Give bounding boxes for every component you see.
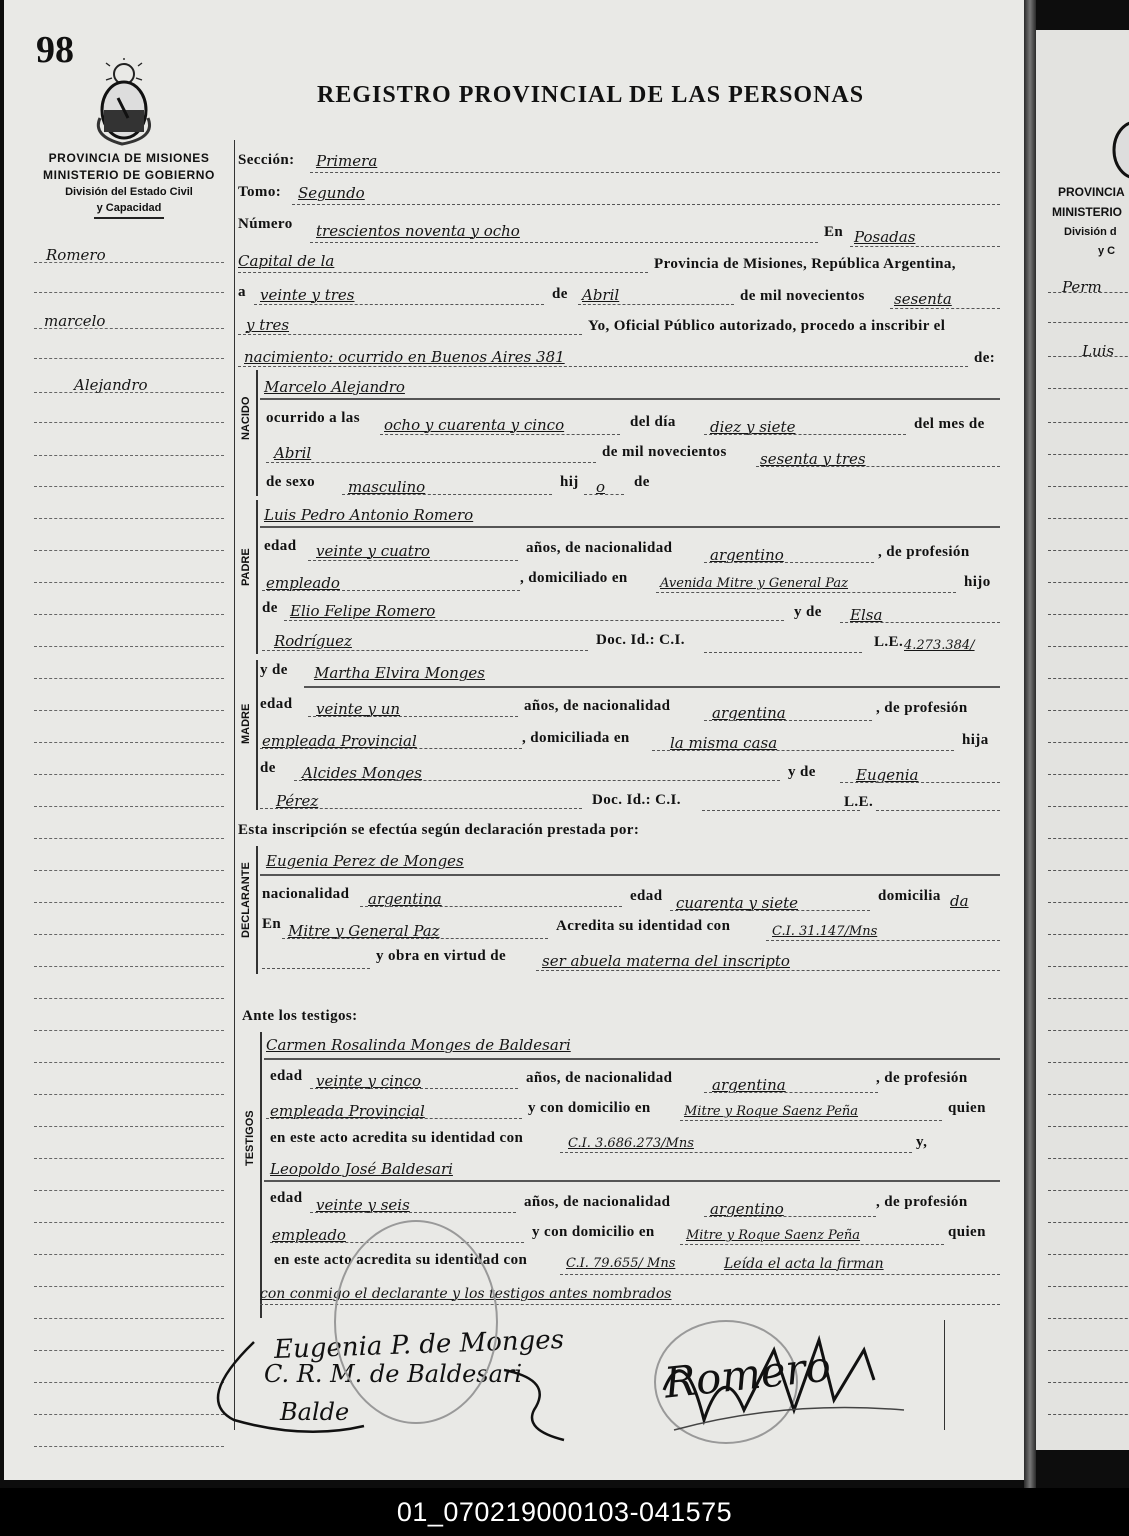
testigo-2-domicilio: Mitre y Roque Saenz Peña [686, 1228, 861, 1243]
padre-nacionalidad-label: años, de nacionalidad [526, 540, 673, 556]
side-label-madre: MADRE [240, 703, 252, 744]
del-dia-label: del día [630, 414, 676, 430]
madre-profesion: empleada Provincial [262, 732, 417, 750]
declarante-en-label: En [262, 916, 282, 932]
declarante-virtud: ser abuela materna del inscripto [542, 952, 790, 970]
hij-suffix: o [596, 478, 606, 496]
cierre-linea-2: con conmigo el declarante y los testigos antes nombrados [260, 1286, 672, 1302]
capital-value: Capital de la [238, 252, 335, 270]
right-agency-line-4: y C [1098, 245, 1116, 257]
seccion-label: Sección: [238, 152, 295, 168]
testigo-2-profesion: empleado [272, 1226, 346, 1244]
de-colon-label: de: [974, 350, 996, 366]
yo-label: Yo, Oficial Público autorizado, procedo a inscribir el [588, 318, 946, 334]
provincia-label: Provincia de Misiones, República Argentina, [654, 256, 956, 272]
agency-province: PROVINCIA DE MISIONES [48, 151, 210, 165]
declarante-identidad: C.I. 31.147/Mns [772, 924, 878, 939]
dia-letras-value: veinte y tres [260, 286, 355, 304]
declaracion-label: Esta inscripción se efectúa según declaración prestada por: [238, 822, 640, 838]
padre-y-de-label: y de [794, 604, 822, 620]
madre-y-de-label: y de [260, 662, 288, 678]
nacido-hora: ocho y cuarenta y cinco [384, 416, 565, 434]
padre-madre-1: Elsa [850, 606, 883, 624]
hij-label: hij [560, 474, 579, 490]
madre-madre-1: Eugenia [856, 766, 919, 784]
nacido-anio: sesenta y tres [760, 450, 866, 468]
tomo-value: Segundo [298, 184, 365, 202]
nacido-dia: diez y siete [710, 418, 796, 436]
side-label-testigos: TESTIGOS [244, 1110, 256, 1166]
sexo-label: de sexo [266, 474, 316, 490]
obra-label: y obra en virtud de [376, 948, 507, 964]
seccion-value: Primera [316, 152, 378, 170]
declarante-domicilio: Mitre y General Paz [288, 922, 440, 940]
right-coat-of-arms-icon [1106, 110, 1129, 180]
testigo-1-acredita-label: en este acto acredita su identidad con [270, 1130, 524, 1146]
page-number: 98 [36, 29, 74, 71]
signature-testigo-2: Balde [280, 1398, 350, 1426]
testigo-y-comma-label: y, [916, 1134, 928, 1150]
declarante-nacionalidad-label: nacionalidad [262, 886, 350, 902]
margin-first-name: marcelo [44, 312, 106, 330]
domicilia-suffix: da [950, 892, 969, 910]
testigo-1-nacionalidad-label: años, de nacionalidad [526, 1070, 673, 1086]
testigo-2-edad: veinte y seis [316, 1196, 410, 1214]
hij-de-label: de [634, 474, 650, 490]
signature-official: Romero [661, 1341, 834, 1408]
madre-hija-label: hija [962, 732, 989, 748]
declarante-nombre: Eugenia Perez de Monges [266, 852, 464, 870]
agency-capacity: y Capacidad [96, 202, 162, 214]
padre-edad-label: edad [264, 538, 297, 554]
declarante-edad-label: edad [630, 888, 663, 904]
madre-de-label: de [260, 760, 276, 776]
testigo-1-quien-label: quien [948, 1100, 986, 1116]
padre-nacionalidad: argentino [710, 546, 784, 564]
side-label-padre: PADRE [240, 548, 252, 586]
side-label-declarante: DECLARANTE [240, 862, 252, 938]
right-name-2: Luis [1082, 342, 1115, 360]
madre-profesion-label: , de profesión [876, 700, 968, 716]
right-agency-line-1: PROVINCIA [1058, 185, 1125, 199]
anio-2-value: y tres [246, 316, 290, 334]
de-label: de [552, 286, 568, 302]
scan-footer-id: 01_070219000103-041575 [0, 1488, 1129, 1536]
padre-le: 4.273.384/ [904, 638, 975, 653]
ante-testigos-label: Ante los testigos: [242, 1008, 358, 1024]
en-label: En [824, 224, 844, 240]
acto-value: nacimiento: ocurrido en Buenos Aires 381 [244, 348, 565, 366]
domicilia-label: domicilia [878, 888, 941, 904]
right-name-1: Perm [1062, 278, 1102, 296]
madre-madre-2: Pérez [276, 792, 319, 810]
madre-nacionalidad-label: años, de nacionalidad [524, 698, 671, 714]
nacido-de-mil-label: de mil novecientos [602, 444, 727, 460]
testigo-2-nacionalidad: argentino [710, 1200, 784, 1218]
coat-of-arms-icon [92, 58, 156, 146]
testigo-1-nacionalidad: argentina [712, 1076, 786, 1094]
right-agency [1052, 182, 1125, 260]
testigo-2-edad-label: edad [270, 1190, 303, 1206]
padre-de-label: de [262, 600, 278, 616]
en-value: Posadas [854, 228, 916, 246]
padre-profesion: empleado [266, 574, 340, 592]
a-label: a [238, 284, 246, 300]
domiciliada-label: , domiciliada en [522, 730, 630, 746]
testigo-1-nombre: Carmen Rosalinda Monges de Baldesari [266, 1036, 571, 1054]
madre-edad: veinte y un [316, 700, 401, 718]
left-page [4, 0, 1024, 1480]
padre-padre: Elio Felipe Romero [290, 602, 436, 620]
testigo-1-edad: veinte y cinco [316, 1072, 422, 1090]
nacido-nombre: Marcelo Alejandro [264, 378, 405, 396]
domiciliado-label: , domiciliado en [520, 570, 628, 586]
del-mes-label: del mes de [914, 416, 985, 432]
padre-nombre: Luis Pedro Antonio Romero [264, 506, 474, 524]
padre-doc-label: Doc. Id.: C.I. [596, 632, 685, 648]
margin-surname: Romero [46, 246, 106, 264]
margin-middle-name: Alejandro [74, 376, 148, 394]
testigo-2-profesion-label: , de profesión [876, 1194, 968, 1210]
nacido-mes: Abril [274, 444, 312, 462]
madre-le-label: L.E. [844, 794, 874, 810]
numero-label: Número [238, 216, 293, 232]
signature-declarante: Eugenia P. de Monges [273, 1324, 565, 1366]
right-agency-line-3: División d [1064, 226, 1117, 238]
padre-domicilio: Avenida Mitre y General Paz [660, 576, 849, 591]
padre-le-label: L.E. [874, 634, 904, 650]
testigo-2-identidad: C.I. 79.655/ Mns [566, 1256, 676, 1271]
testigo-1-identidad: C.I. 3.686.273/Mns [568, 1136, 694, 1151]
right-agency-line-2: MINISTERIO [1052, 205, 1123, 219]
declarante-edad: cuarenta y siete [676, 894, 798, 912]
agency-division: División del Estado Civil [65, 186, 193, 198]
testigo-2-acredita-label: en este acto acredita su identidad con [274, 1252, 528, 1268]
signature-testigo-1: C. R. M. de Baldesari [264, 1360, 523, 1388]
padre-madre-2: Rodríguez [274, 632, 352, 650]
testigo-1-domicilio: Mitre y Roque Saenz Peña [684, 1104, 859, 1119]
mes-value: Abril [582, 286, 620, 304]
ocurrido-label: ocurrido a las [266, 410, 360, 426]
madre-edad-label: edad [260, 696, 293, 712]
testigo-2-nacionalidad-label: años, de nacionalidad [524, 1194, 671, 1210]
madre-domicilio: la misma casa [670, 734, 778, 752]
padre-profesion-label: , de profesión [878, 544, 970, 560]
nacido-sexo: masculino [348, 478, 426, 496]
madre-y-de-2-label: y de [788, 764, 816, 780]
madre-nombre: Martha Elvira Monges [314, 664, 485, 682]
madre-nacionalidad: argentina [712, 704, 786, 722]
testigo-1-edad-label: edad [270, 1068, 303, 1084]
anio-1-value: sesenta [894, 290, 952, 308]
testigo-2-quien-label: quien [948, 1224, 986, 1240]
tomo-label: Tomo: [238, 184, 282, 200]
padre-hijo-label: hijo [964, 574, 991, 590]
acredita-label: Acredita su identidad con [556, 918, 731, 934]
agency-ministry: MINISTERIO DE GOBIERNO [43, 168, 215, 182]
document-title: REGISTRO PROVINCIAL DE LAS PERSONAS [317, 82, 865, 108]
official-stamp-left [334, 1220, 498, 1424]
de-mil-label: de mil novecientos [740, 288, 865, 304]
side-label-nacido: NACIDO [240, 396, 252, 440]
madre-padre: Alcides Monges [302, 764, 422, 782]
testigo-1-domicilio-label: y con domicilio en [528, 1100, 651, 1116]
padre-edad: veinte y cuatro [316, 542, 430, 560]
book-spine [1024, 0, 1036, 1488]
agency-header [24, 150, 234, 219]
testigo-1-profesion-label: , de profesión [876, 1070, 968, 1086]
madre-doc-label: Doc. Id.: C.I. [592, 792, 681, 808]
official-signature-icon [644, 1320, 924, 1440]
declarante-nacionalidad: argentina [368, 890, 442, 908]
testigo-1-profesion: empleada Provincial [270, 1102, 425, 1120]
numero-value: trescientos noventa y ocho [316, 222, 520, 240]
testigo-2-domicilio-label: y con domicilio en [532, 1224, 655, 1240]
testigo-2-nombre: Leopoldo José Baldesari [270, 1160, 453, 1178]
right-page [1036, 30, 1129, 1450]
cierre-linea-1: Leída el acta la firman [724, 1256, 884, 1272]
